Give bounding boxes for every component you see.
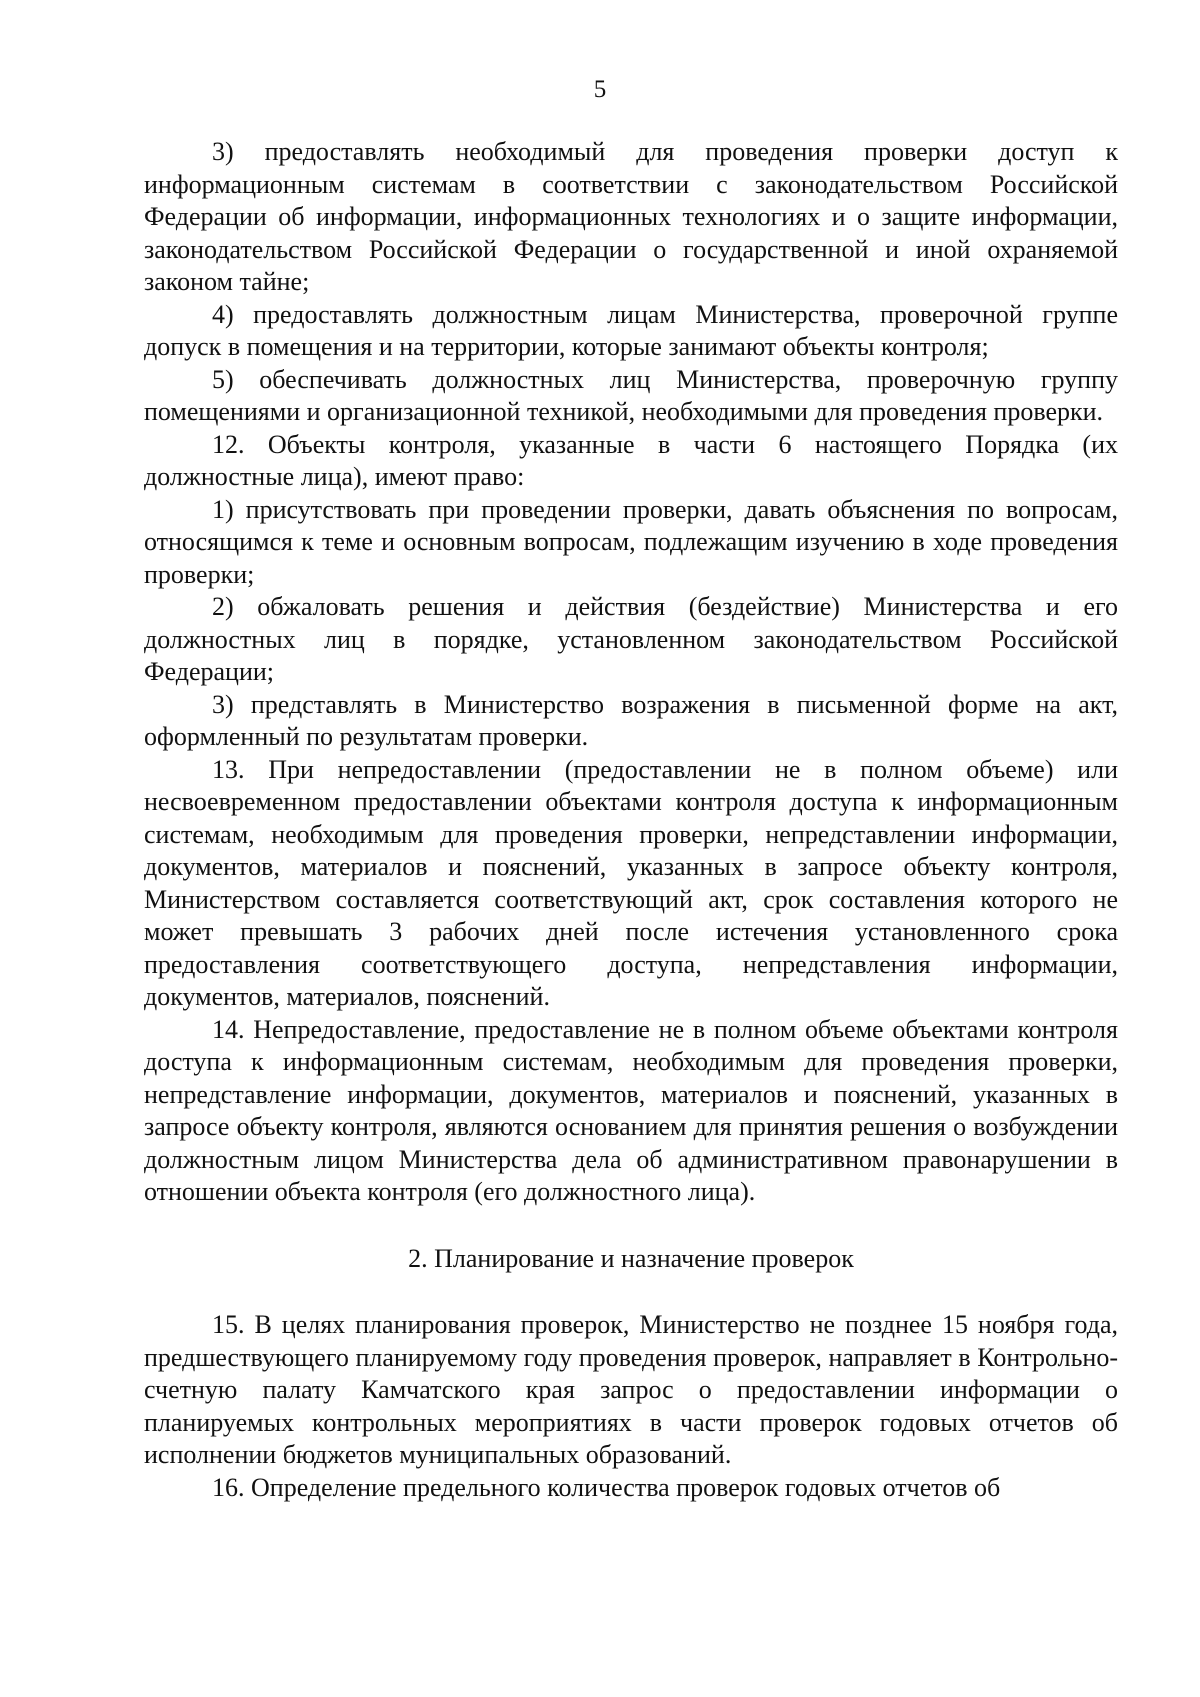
paragraph-12-item-2: 2) обжаловать решения и действия (бездействие) Министерства и его должностных лиц в порядке, установленном законодательством Российской Федерации;	[144, 592, 1118, 686]
paragraph-13: 13. При непредоставлении (предоставлении не в полном объеме) или несвоевременном предоставлении объектами контроля доступа к информационным системам, необходимым для проведения проверки, непредставлении информации, документов, материалов и пояснений, указанных в запросе объекту контроля, Министерством составляется соответствующий акт, срок составления которого не может превышать 3 рабочих дней после истечения установленного срока предоставления соответствующего доступа, непредставления информации, документов, материалов, пояснений.	[144, 754, 1118, 1011]
page-content	[144, 136, 1118, 1504]
paragraph-item-3-access: 3) предоставлять необходимый для проведения проверки доступ к информационным системам в соответствии с законодательством Российской Федерации об информации, информационных технологиях и о защите информации, законодательством Российской Федерации о государственной и иной охраняемой законом тайне;	[144, 137, 1118, 296]
paragraph-14: 14. Непредоставление, предоставление не в полном объеме объектами контроля доступа к информационным системам, необходимым для проведения проверки, непредставление информации, документов, материалов и пояснений, указанных в запросе объекту контроля, являются основанием для принятия решения о возбуждении должностным лицом Министерства дела об административном правонарушении в отношении объекта контроля (его должностного лица).	[144, 1014, 1118, 1206]
paragraph-12-item-1: 1) присутствовать при проведении проверки, давать объяснения по вопросам, относящимся к теме и основным вопросам, подлежащим изучению в ходе проведения проверки;	[144, 494, 1118, 589]
page-number: 5	[593, 76, 607, 103]
section-heading: 2. Планирование и назначение проверок	[408, 1243, 854, 1273]
paragraph-12: 12. Объекты контроля, указанные в части 6 настоящего Порядка (их должностные лица), имеют право:	[144, 429, 1118, 491]
section-heading-wrap	[144, 1209, 1118, 1310]
paragraph-item-4-admission: 4) предоставлять должностным лицам Министерства, проверочной группе допуск в помещения и на территории, которые занимают объекты контроля;	[144, 299, 1118, 361]
paragraph-16: 16. Определение предельного количества проверок годовых отчетов об	[212, 1472, 1001, 1502]
paragraph-item-5-premises: 5) обеспечивать должностных лиц Министерства, проверочную группу помещениями и организационной техникой, необходимыми для проведения проверки.	[144, 364, 1118, 426]
paragraph-15: 15. В целях планирования проверок, Министерство не позднее 15 ноября года, предшествующего планируемому году проведения проверок, направляет в Контрольно-счетную палату Камчатского края запрос о предоставлении информации о планируемых контрольных мероприятиях в части проверок годовых отчетов об исполнении бюджетов муниципальных образований.	[144, 1310, 1118, 1469]
paragraph-12-item-3: 3) представлять в Министерство возражения в письменной форме на акт, оформленный по результатам проверки.	[144, 689, 1118, 751]
